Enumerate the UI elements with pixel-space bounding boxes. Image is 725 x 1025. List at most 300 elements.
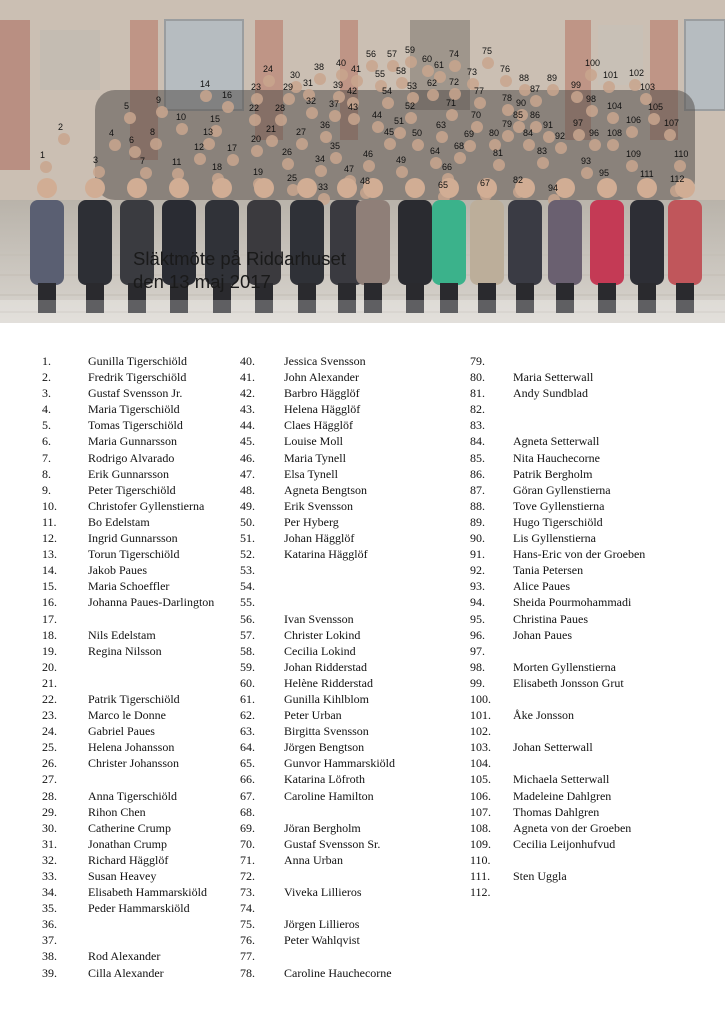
list-item-name: Maria Setterwall [513,370,594,385]
person-head [156,106,168,118]
photo-number-label: 34 [315,154,326,164]
list-item-number: 90. [470,531,485,546]
list-item-name: Johan Ridderstad [284,659,367,674]
list-item-number: 58. [240,643,255,658]
list-item-number: 29. [42,804,57,819]
person-head [296,138,308,150]
photo-number-label: 61 [434,60,445,70]
person-head [227,154,239,166]
photo-number-label: 32 [306,96,317,106]
list-item-number: 95. [470,611,485,626]
photo-number-label: 19 [253,167,264,177]
person-head [297,178,317,198]
photo-number-label: 80 [489,128,500,138]
list-item-name: Christer Johansson [88,756,179,771]
list-item-name: Hans-Eric von der Groeben [513,547,646,562]
person-head [674,160,686,172]
list-item-number: 103. [470,740,491,755]
photo-number-label: 46 [363,149,374,159]
photo-number-label: 24 [263,64,274,74]
photo-number-label: 39 [333,80,344,90]
person-head [430,157,442,169]
person-head [530,95,542,107]
person-head [597,178,617,198]
list-item-number: 26. [42,756,57,771]
photo-number-label: 21 [266,124,277,134]
photo-number-label: 66 [442,162,453,172]
person-head [412,139,424,151]
list-item-name: Christina Paues [513,611,588,626]
photo-number-label: 106 [626,115,642,125]
photo-number-label: 15 [210,114,221,124]
list-item-number: 83. [470,418,485,433]
photo-number-label: 109 [626,149,642,159]
list-item-number: 41. [240,370,255,385]
list-item-name: Claes Hägglöf [284,418,353,433]
list-item-name: Peter Urban [284,708,342,723]
person-head [109,139,121,151]
list-item-number: 15. [42,579,57,594]
photo-number-label: 62 [427,78,438,88]
list-item-number: 55. [240,595,255,610]
person-head [203,138,215,150]
person-head [176,123,188,135]
photo-number-label: 69 [464,129,475,139]
list-item-name: Gunvor Hammarskiöld [284,756,395,771]
person-head [464,140,476,152]
person-figure [590,200,624,285]
list-item-number: 1. [42,354,51,368]
list-item-number: 13. [42,547,57,562]
photo-number-label: 26 [282,147,293,157]
photo-number-label: 40 [336,58,347,68]
photo-number-label: 20 [251,134,262,144]
person-head [254,178,274,198]
photo-number-label: 74 [449,49,460,59]
person-head [482,57,494,69]
person-head [586,105,598,117]
photo-number-label: 58 [396,66,407,76]
list-item-number: 46. [240,450,255,465]
photo-number-label: 14 [200,79,211,89]
list-item-number: 6. [42,434,51,449]
list-item-name: Åke Jonsson [513,708,575,723]
person-head [648,113,660,125]
list-item-name: Ivan Svensson [284,611,354,626]
photo-number-label: 5 [124,101,130,111]
photo-number-label: 102 [629,68,645,78]
photo-number-label: 9 [156,95,162,105]
person-head [396,166,408,178]
list-item-number: 107. [470,804,491,819]
photo-number-label: 37 [329,99,340,109]
person-head [547,84,559,96]
list-item-name: Gabriel Paues [88,724,155,739]
list-item-number: 70. [240,836,255,851]
list-item-name: Hugo Tigerschiöld [513,514,603,529]
list-item-name: Sheida Pourmohammadi [513,595,632,610]
photo-number-label: 97 [573,118,584,128]
list-item-number: 33. [42,869,57,883]
list-item-name: Tomas Tigerschiöld [88,418,183,433]
person-head [287,184,299,196]
list-item-number: 49. [240,498,255,513]
list-item-number: 53. [240,563,255,578]
list-item-number: 40. [240,354,255,368]
list-item-number: 82. [470,402,485,417]
list-item-number: 20. [42,659,57,674]
photo-number-label: 95 [599,168,610,178]
photo-number-label: 85 [513,110,524,120]
person-head [422,65,434,77]
list-item-name: Rodrigo Alvarado [88,450,175,465]
photo-number-label: 28 [275,103,286,113]
list-item-name: Gunilla Kihlblom [284,691,369,706]
list-item-name: Elisabeth Hammarskiöld [88,885,207,900]
list-item-number: 30. [42,820,57,835]
list-item-name: Fredrik Tigerschiöld [88,370,187,385]
list-item-name: Maria Tynell [284,450,346,465]
person-head [589,139,601,151]
list-item-number: 12. [42,531,57,546]
photo-number-label: 55 [375,69,386,79]
person-head [405,178,425,198]
list-item-name: Erik Svensson [284,498,353,513]
list-item-name: Helena Hägglöf [284,402,361,417]
list-item-number: 21. [42,675,57,690]
photo-number-label: 4 [109,128,115,138]
person-head [446,109,458,121]
list-item-number: 66. [240,772,255,787]
list-item-number: 67. [240,788,255,803]
photo-number-label: 56 [366,49,377,59]
list-item-number: 71. [240,852,255,867]
list-item-number: 87. [470,482,485,497]
list-item-name: Christer Lokind [284,627,361,642]
person-head [637,178,657,198]
photo-caption-date: den 13 maj 2017 [133,271,271,292]
person-figure [508,200,542,285]
list-item-name: Tove Gyllenstierna [513,498,605,513]
photo-number-label: 36 [320,120,331,130]
list-item-name: Tania Petersen [513,563,584,578]
person-head [555,142,567,154]
list-item-name: Agneta Bengtson [284,482,367,497]
list-item-name: Regina Nilsson [88,643,162,658]
photo-number-label: 72 [449,77,460,87]
list-item-number: 10. [42,498,57,513]
photo-number-label: 84 [523,128,534,138]
list-item-number: 44. [240,418,255,433]
person-figure [30,200,64,285]
person-head [581,167,593,179]
list-item-number: 7. [42,450,51,465]
person-head [436,131,448,143]
person-head [37,178,57,198]
list-item-number: 91. [470,547,485,562]
list-item-name: Viveka Lillieros [284,885,362,900]
person-head [626,126,638,138]
list-item-number: 56. [240,611,255,626]
list-item-number: 36. [42,917,57,932]
list-item-number: 78. [240,965,255,980]
list-item-number: 31. [42,836,57,851]
list-item-number: 11. [42,514,57,529]
photo-number-label: 30 [290,70,301,80]
list-item-name: Anna Urban [284,852,343,867]
person-head [282,158,294,170]
list-item-number: 2. [42,370,51,385]
photo-number-label: 18 [212,162,223,172]
person-head [405,56,417,68]
photo-number-label: 82 [513,175,524,185]
list-item-number: 14. [42,563,57,578]
list-item-number: 80. [470,370,485,385]
list-item-number: 77. [240,949,255,964]
person-figure [668,200,702,285]
photo-number-label: 16 [222,90,233,100]
list-item-number: 68. [240,804,255,819]
photo-number-label: 8 [150,127,156,137]
list-item-number: 104. [470,756,491,771]
photo-number-label: 42 [347,86,358,96]
photo-number-label: 89 [547,73,558,83]
list-item-number: 75. [240,917,255,932]
photo-number-label: 108 [607,128,623,138]
photo-number-label: 86 [530,110,541,120]
photo-number-label: 6 [129,135,135,145]
list-item-name: Ingrid Gunnarsson [88,531,178,546]
photo-number-label: 98 [586,94,597,104]
person-head [314,73,326,85]
person-head [405,112,417,124]
person-head [626,160,638,172]
person-head [427,89,439,101]
person-head [394,127,406,139]
person-head [315,165,327,177]
photo-number-label: 96 [589,128,600,138]
list-item-number: 16. [42,595,57,610]
list-item-number: 98. [470,659,485,674]
person-head [329,110,341,122]
list-item-name: Per Hyberg [284,514,339,529]
person-head [454,152,466,164]
person-head [124,112,136,124]
list-item-number: 106. [470,788,491,803]
list-item-number: 96. [470,627,485,642]
photo-number-label: 65 [438,180,449,190]
photo-number-label: 31 [303,78,314,88]
list-item-number: 109. [470,836,491,851]
photo-number-label: 52 [405,101,416,111]
person-figure [548,200,582,285]
list-item-number: 27. [42,772,57,787]
list-item-name: Nils Edelstam [88,627,156,642]
list-item-name: Morten Gyllenstierna [513,659,616,674]
list-item-name: Barbro Hägglöf [284,386,360,401]
list-item-name: Christofer Gyllenstierna [88,498,205,513]
list-item-name: Jessica Svensson [284,354,366,368]
list-item-name: Bo Edelstam [88,514,150,529]
list-item-number: 25. [42,740,57,755]
list-item-name: Rihon Chen [88,804,146,819]
photo-number-label: 27 [296,127,307,137]
photo-number-label: 43 [348,102,359,112]
person-head [500,75,512,87]
list-item-number: 73. [240,885,255,900]
list-item-number: 51. [240,531,255,546]
list-item-name: Patrik Bergholm [513,466,593,481]
list-item-name: Jonathan Crump [88,836,167,851]
list-item-number: 38. [42,949,57,964]
list-item-name: Richard Hägglöf [88,852,169,867]
photo-number-label: 50 [412,128,423,138]
list-item-number: 111. [470,869,491,883]
list-item-name: Agneta Setterwall [513,434,600,449]
person-head [372,121,384,133]
list-item-name: Marco le Donne [88,708,166,723]
photo-number-label: 1 [40,150,46,160]
photo-number-label: 45 [384,127,395,137]
list-item-name: John Alexander [284,370,359,385]
photo-number-label: 73 [467,67,478,77]
list-item-number: 85. [470,450,485,465]
person-head [502,130,514,142]
list-item-name: Caroline Hauchecorne [284,965,392,980]
list-item-number: 47. [240,466,255,481]
photo-number-label: 13 [203,127,214,137]
photo-number-label: 67 [480,178,491,188]
person-head [263,75,275,87]
person-head [493,159,505,171]
list-item-number: 32. [42,852,57,867]
person-head [169,178,189,198]
photo-number-label: 48 [360,176,371,186]
list-item-number: 35. [42,901,57,916]
list-item-number: 37. [42,933,57,948]
list-item-name: Michaela Setterwall [513,772,610,787]
photo-number-label: 71 [446,98,457,108]
person-figure [470,200,504,285]
list-item-number: 110. [470,852,491,867]
list-item-name: Gustaf Svensson Sr. [284,836,381,851]
list-item-number: 3. [42,386,51,401]
photo-number-label: 7 [140,156,146,166]
list-item-number: 54. [240,579,255,594]
person-head [200,90,212,102]
list-item-name: Caroline Hamilton [284,788,374,803]
photo-number-label: 99 [571,80,582,90]
list-item-name: Göran Gyllenstierna [513,482,611,497]
list-item-number: 102. [470,724,491,739]
photo-number-label: 38 [314,62,325,72]
photo-number-label: 94 [548,183,559,193]
photo-number-label: 54 [382,86,393,96]
person-head [194,153,206,165]
list-item-number: 43. [240,402,255,417]
photo-number-label: 2 [58,122,64,132]
photo-number-label: 112 [670,174,685,184]
list-item-name: Elsa Tynell [284,466,338,481]
photo-number-label: 77 [474,86,485,96]
person-head [474,97,486,109]
person-head [127,178,147,198]
list-item-number: 94. [470,595,485,610]
photo-number-label: 47 [344,164,355,174]
person-head [93,166,105,178]
list-item-number: 22. [42,691,57,706]
list-item-name: Madeleine Dahlgren [513,788,612,803]
list-item-number: 101. [470,708,491,723]
person-head [384,138,396,150]
photo-number-label: 87 [530,84,541,94]
list-item-number: 39. [42,965,57,980]
list-item-number: 100. [470,691,491,706]
list-item-name: Peter Tigerschiöld [88,482,176,497]
photo-number-label: 101 [603,70,619,80]
person-head [140,167,152,179]
list-item-number: 42. [240,386,255,401]
list-item-number: 92. [470,563,485,578]
photo-number-label: 70 [471,110,482,120]
person-figure [78,200,112,285]
list-item-number: 84. [470,434,485,449]
photo-number-label: 63 [436,120,447,130]
list-item-number: 86. [470,466,485,481]
list-item-number: 50. [240,514,255,529]
list-item-number: 72. [240,869,255,883]
person-head [585,69,597,81]
person-head [607,139,619,151]
photo-number-label: 44 [372,110,383,120]
list-item-name: Johanna Paues-Darlington [88,595,215,610]
list-item-number: 9. [42,482,51,497]
photo-number-label: 81 [493,148,504,158]
person-head [607,112,619,124]
list-item-number: 59. [240,659,255,674]
photo-number-label: 100 [585,58,601,68]
list-item-name: Cecilia Leijonhufvud [513,836,616,851]
list-item-name: Anna Tigerschiöld [88,788,178,803]
photo-number-label: 79 [502,119,513,129]
photo-number-label: 78 [502,93,513,103]
list-item-name: Jörgen Lillieros [284,917,360,932]
photo-number-label: 107 [664,118,680,128]
list-item-number: 57. [240,627,255,642]
photo-number-label: 93 [581,156,592,166]
person-head [573,129,585,141]
photo-number-label: 110 [674,149,689,159]
list-item-number: 18. [42,627,57,642]
person-head [266,135,278,147]
list-item-name: Peder Hammarskiöld [88,901,190,916]
photo-number-label: 75 [482,46,493,56]
photo-number-label: 76 [500,64,511,74]
list-item-name: Helena Johansson [88,740,175,755]
list-item-number: 45. [240,434,255,449]
person-head [306,107,318,119]
person-head [537,157,549,169]
list-item-number: 108. [470,820,491,835]
list-item-name: Gustaf Svensson Jr. [88,386,183,401]
photo-number-label: 111 [640,169,654,179]
person-head [330,152,342,164]
photo-number-label: 91 [543,120,554,130]
list-item-number: 105. [470,772,491,787]
list-item-number: 89. [470,514,485,529]
list-item-name: Maria Gunnarsson [88,434,177,449]
person-head [523,139,535,151]
